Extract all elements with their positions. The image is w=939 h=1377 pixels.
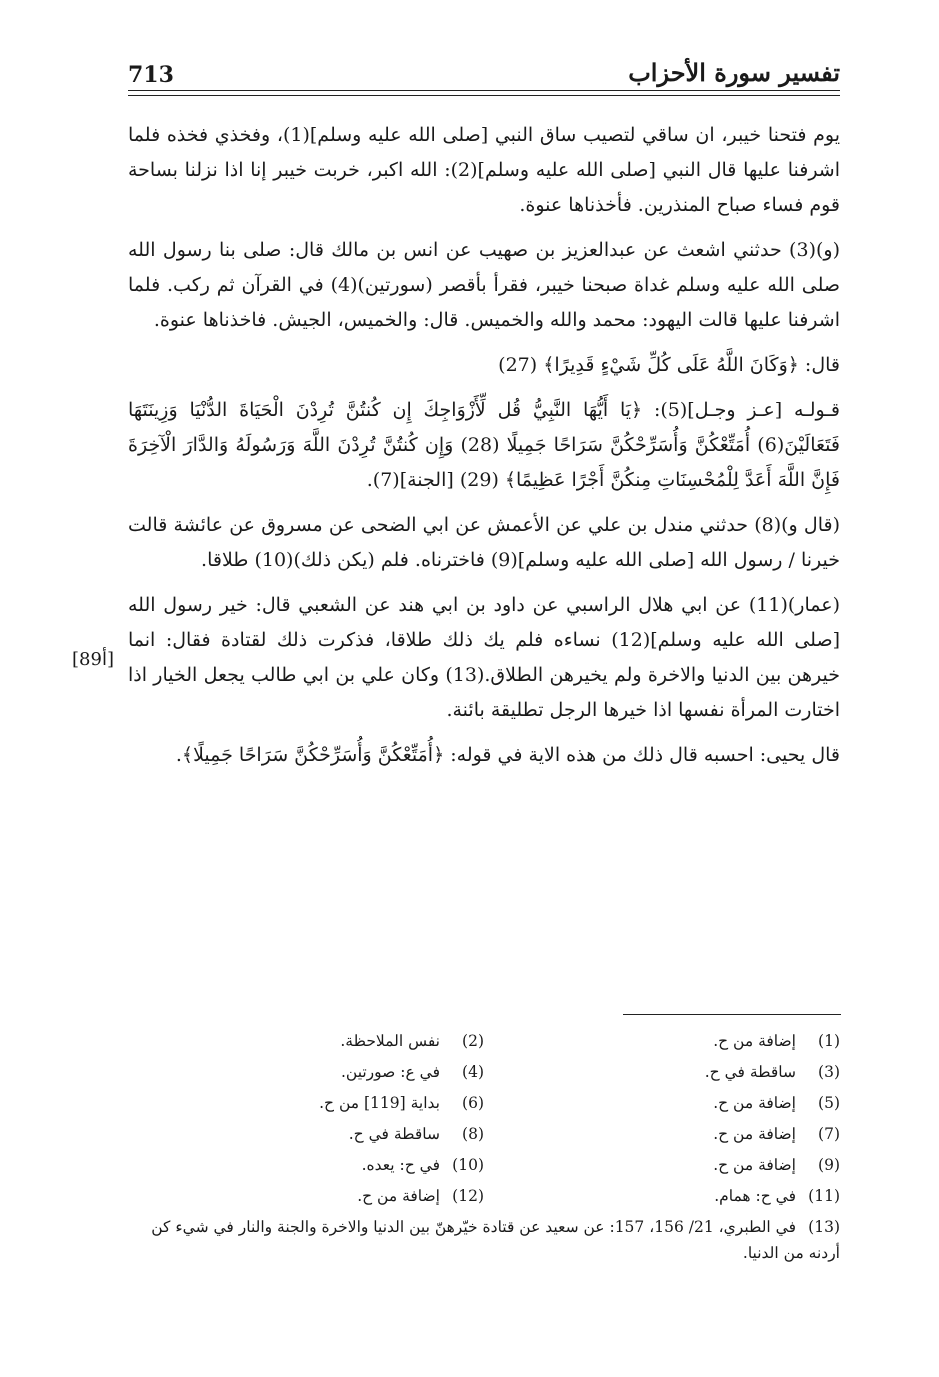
paragraph-4: قـولـه [عـز وجـل](5): ﴿يَا أَيُّهَا النَّبِيُّ قُل لِّأَزْوَاجِكَ إِن كُنتُنَّ تُرِدْنَ الْحَيَاةَ الدُّنْيَا وَزِينَتَهَا فَتَعَالَيْنَ(6) أُمَتِّعْكُنَّ وَأُسَرِّحْكُنَّ سَرَاحًا جَمِيلًا (28) وَإِن كُنتُنَّ تُرِدْنَ اللَّهَ وَرَسُولَهُ وَالدَّارَ الْآخِرَةَ فَإِنَّ اللَّهَ أَعَدَّ لِلْمُحْسِنَاتِ مِنكُنَّ أَجْرًا عَظِيمًا﴾ (29) [الجنة](7). bbox=[128, 399, 840, 491]
footnote-row bbox=[128, 1150, 840, 1181]
paragraph-5: (قال و)(8) حدثني مندل بن علي عن الأعمش عن ابي الضحى عن مسروق عن عائشة قالت خيرنا / رسول الله [صلى الله عليه وسلم](9) فاخترناه. فلم (يكن ذلك)(10) طلاقا. bbox=[128, 514, 840, 571]
footnote-item: (11)في ح: همام. bbox=[714, 1187, 840, 1205]
footnote-item: (5)إضافة من ح. bbox=[713, 1094, 840, 1112]
footnote-item: (12)إضافة من ح. bbox=[357, 1187, 484, 1205]
footnotes bbox=[128, 1026, 840, 1266]
footnote-item: (2)نفس الملاحظة. bbox=[340, 1032, 484, 1050]
footnote-row bbox=[128, 1088, 840, 1119]
paragraph-6: (عمار)(11) عن ابي هلال الراسبي عن داود بن ابي هند عن الشعبي قال: خير رسول الله [صلى الله عليه وسلم](12) نساءه فلم يك ذلك طلاقا، فذكرت ذلك لقتادة فقال: انما خيرهن بين الدنيا والاخرة ولم يخيرهن الطلاق.(13) وكان علي بن ابي طالب يجعل الخيار اذا اختارت المرأة نفسها اذا خيرها الرجل تطليقة بائنة. bbox=[128, 594, 840, 721]
paragraph-1: يوم فتحنا خيبر، ان ساقي لتصيب ساق النبي [صلى الله عليه وسلم](1)، وفخذي فخذه فلما اشرفنا عليها قال النبي [صلى الله عليه وسلم](2): الله اكبر، خربت خيبر إنا اذا نزلنا بساحة قوم فساء صباح المنذرين. فأخذناها عنوة. bbox=[128, 124, 841, 216]
footnote-item: (10)في ح: يعده. bbox=[361, 1156, 484, 1174]
paragraph-7: قال يحيى: احسبه قال ذلك من هذه الاية في قوله: ﴿أُمَتِّعْكُنَّ وَأُسَرِّحْكُنَّ سَرَاحًا جَمِيلًا﴾. bbox=[175, 744, 840, 766]
paragraph-3: قال: ﴿وَكَانَ اللَّهُ عَلَى كُلِّ شَيْءٍ قَدِيرًا﴾ (27) bbox=[498, 354, 840, 376]
footnote-item: (7)إضافة من ح. bbox=[713, 1125, 840, 1143]
main-text bbox=[128, 118, 840, 783]
paragraph-5-wrap bbox=[128, 508, 840, 578]
header-rule bbox=[128, 90, 840, 96]
footnote-item: (8)ساقطة في ح. bbox=[348, 1125, 484, 1143]
running-title: تفسير سورة الأحزاب bbox=[628, 58, 840, 87]
footnote-row bbox=[128, 1181, 840, 1212]
page-number: 713 bbox=[128, 62, 174, 88]
footnote-row bbox=[128, 1057, 840, 1088]
margin-folio-ref: [89أ] bbox=[72, 649, 114, 670]
footnote-item-long: (13)في الطبري، 21/ 156، 157: عن سعيد عن قتادة خيّرهنّ بين الدنيا والاخرة والجنة والنار في شيء كن أردنه من الدنيا. bbox=[151, 1218, 840, 1262]
footnote-item: (3)ساقطة في ح. bbox=[704, 1063, 840, 1081]
footnote-item: (4)في ع: صورتين. bbox=[340, 1063, 484, 1081]
footnote-item: (1)إضافة من ح. bbox=[713, 1032, 840, 1050]
footnote-item: (6)بداية [119] من ح. bbox=[319, 1094, 484, 1112]
footnote-row bbox=[128, 1119, 840, 1150]
paragraph-2: (و)(3) حدثني اشعث عن عبدالعزيز بن صهيب عن انس بن مالك قال: صلى بنا رسول الله صلى الله عليه وسلم غداة صبحنا خيبر، فقرأ بأقصر (سورتين)(4) في القرآن ثم ركب. فلما اشرفنا عليها قالت اليهود: محمد والله والخميس. قال: والخميس، الجيش. فاخذناها عنوة. bbox=[128, 239, 840, 331]
footnote-row bbox=[128, 1026, 840, 1057]
footnote-rule bbox=[623, 1014, 841, 1015]
footnote-item: (9)إضافة من ح. bbox=[713, 1156, 840, 1174]
